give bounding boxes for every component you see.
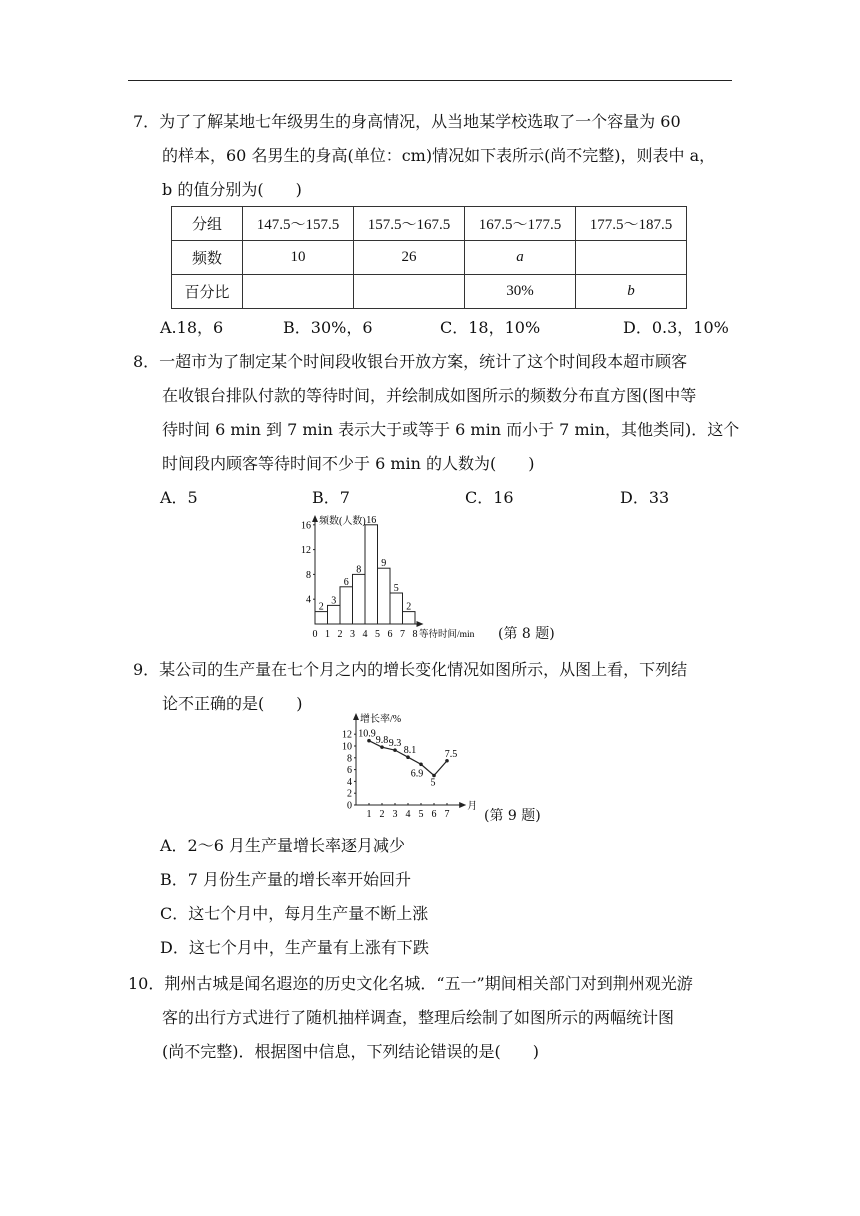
y-axis-arrow: [312, 515, 318, 522]
x-tick-label: 6: [387, 629, 393, 640]
q8-option-b: B．7: [312, 488, 350, 507]
x-axis-arrow: [459, 802, 466, 808]
data-point: [419, 762, 423, 766]
x-tick-label: 0: [312, 629, 318, 640]
q8-histogram: [295, 512, 495, 644]
x-tick-label: 7: [444, 809, 450, 820]
table-cell: 百分比: [172, 275, 243, 309]
x-axis-label: 月: [467, 801, 478, 812]
q9-option-b: B．7 月份生产量的增长率开始回升: [160, 870, 412, 889]
bar-value-label: 6: [343, 576, 349, 588]
table-cell: 26: [354, 241, 465, 275]
y-axis-label: 频数(人数): [319, 516, 366, 527]
table-cell: 分组: [172, 207, 243, 241]
q8-option-c: C．16: [465, 488, 514, 507]
x-tick-label: 6: [431, 809, 437, 820]
q9-line-2: 论不正确的是( ): [162, 694, 303, 713]
histogram-bar: [390, 593, 403, 624]
q10-line-1: 10．荆州古城是闻名遐迩的历史文化名城．“五一”期间相关部门对到荆州观光游: [128, 974, 693, 993]
table-cell: [576, 241, 687, 275]
table-row: [172, 275, 687, 309]
q8-caption: (第 8 题): [498, 626, 555, 642]
bar-value-label: 9: [381, 558, 387, 570]
bar-value-label: 2: [406, 601, 412, 613]
q7-line-1: 7．为了了解某地七年级男生的身高情况，从当地某学校选取了一个容量为 60: [133, 112, 681, 131]
q7-line-3: b 的值分别为( ): [162, 180, 302, 199]
table-cell: 157.5～167.5: [354, 207, 465, 241]
q7-option-d: D．0.3，10%: [623, 318, 729, 337]
q10-line-3: (尚不完整)．根据图中信息，下列结论错误的是( ): [162, 1042, 539, 1061]
q8-line-1: 8．一超市为了制定某个时间段收银台开放方案，统计了这个时间段本超市顾客: [133, 352, 688, 371]
table-cell: 177.5～187.5: [576, 207, 687, 241]
q10-line-2: 客的出行方式进行了随机抽样调查，整理后绘制了如图所示的两幅统计图: [162, 1008, 675, 1027]
y-tick-label: 4: [347, 776, 352, 788]
bar-value-label: 16: [366, 514, 377, 526]
histogram-bar: [315, 612, 328, 624]
y-axis-label: 增长率/%: [360, 714, 402, 725]
y-tick-label: 8: [306, 569, 311, 581]
histogram-bar: [365, 525, 378, 624]
data-label: 8.1: [403, 745, 417, 757]
x-tick-label: 3: [350, 629, 355, 640]
y-tick-label: 4: [306, 594, 311, 606]
histogram-bar: [353, 574, 366, 624]
x-tick-label: 5: [375, 629, 380, 640]
table-row: [172, 207, 687, 241]
q9-option-d: D．这七个月中，生产量有上涨有下跌: [160, 938, 429, 957]
table-cell: [243, 275, 354, 309]
y-tick-label: 12: [301, 545, 311, 557]
table-cell: [354, 275, 465, 309]
histogram-bar: [378, 568, 391, 624]
x-tick-label: 4: [362, 629, 368, 640]
y-tick-label: 10: [342, 741, 352, 753]
bar-value-label: 5: [393, 583, 399, 594]
x-axis-label: 等待时间/min: [419, 630, 475, 640]
q7-line-2: 的样本，60 名男生的身高(单位：cm)情况如下表所示(尚不完整)，则表中 a，: [162, 146, 716, 165]
bar-value-label: 2: [318, 601, 324, 613]
data-label: 7.5: [444, 748, 458, 760]
q7-option-b: B．30%，6: [283, 318, 373, 337]
q9-line-1: 9．某公司的生产量在七个月之内的增长变化情况如图所示，从图上看，下列结: [133, 660, 688, 679]
histogram-bar: [403, 612, 416, 624]
table-cell: 10: [243, 241, 354, 275]
x-tick-label: 8: [412, 629, 418, 640]
table-cell: b: [576, 275, 687, 309]
q9-caption: (第 9 题): [484, 808, 541, 824]
q8-line-4: 时间段内顾客等待时间不少于 6 min 的人数为( ): [162, 454, 535, 473]
data-label: 9.3: [388, 738, 402, 750]
table-cell: 167.5～177.5: [465, 207, 576, 241]
y-axis-arrow: [353, 713, 359, 720]
q8-line-3: 待时间 6 min 到 7 min 表示大于或等于 6 min 而小于 7 min，其他类同)．这个: [162, 420, 740, 439]
q7-option-c: C．18，10%: [440, 318, 541, 337]
q8-line-2: 在收银台排队付款的等待时间，并绘制成如图所示的频数分布直方图(图中等: [162, 386, 697, 405]
data-label: 9.8: [375, 735, 389, 747]
bar-value-label: 8: [356, 564, 362, 576]
y-tick-label: 0: [347, 800, 352, 812]
y-tick-label: 8: [347, 753, 352, 765]
histogram-bar: [328, 605, 341, 624]
q9-line-chart: [328, 710, 483, 826]
q8-option-a: A．5: [160, 488, 198, 507]
x-tick-label: 2: [379, 809, 385, 820]
data-label: 6.9: [410, 768, 424, 780]
x-axis-arrow: [417, 621, 424, 627]
data-label: 5: [430, 777, 436, 789]
q7-option-a: A.18，6: [160, 318, 224, 337]
y-tick-label: 12: [342, 729, 352, 741]
table-cell: 频数: [172, 241, 243, 275]
x-tick-label: 4: [405, 809, 411, 820]
data-label: 10.9: [358, 728, 376, 740]
header-rule: [128, 80, 732, 81]
y-tick-label: 2: [347, 788, 352, 800]
q8-option-d: D．33: [620, 488, 670, 507]
table-row: [172, 241, 687, 275]
bar-value-label: 3: [331, 595, 337, 607]
table-cell: 147.5～157.5: [243, 207, 354, 241]
table-cell: 30%: [465, 275, 576, 309]
table-cell: a: [465, 241, 576, 275]
x-tick-label: 1: [366, 809, 372, 820]
q7-table: [171, 206, 687, 309]
q9-option-c: C．这七个月中，每月生产量不断上涨: [160, 904, 429, 923]
x-tick-label: 5: [418, 809, 424, 820]
x-tick-label: 3: [392, 809, 398, 820]
x-tick-label: 7: [400, 629, 405, 640]
histogram-bar: [340, 587, 353, 624]
q9-option-a: A．2～6 月生产量增长率逐月减少: [160, 836, 406, 855]
y-tick-label: 16: [301, 520, 311, 532]
x-tick-label: 2: [337, 629, 343, 640]
y-tick-label: 6: [347, 765, 352, 777]
x-tick-label: 1: [325, 629, 330, 640]
